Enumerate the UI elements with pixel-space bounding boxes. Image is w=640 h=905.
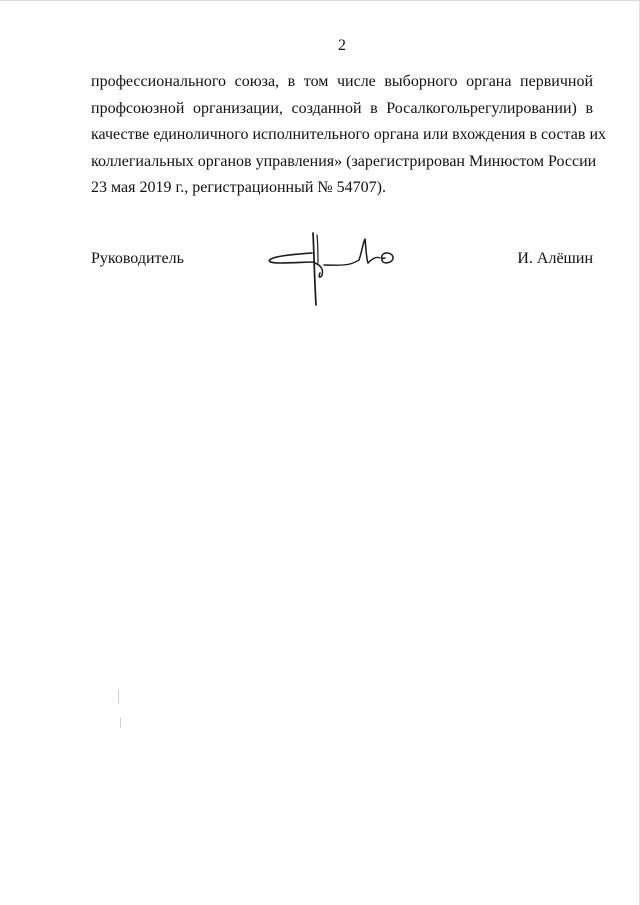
paragraph-line: коллегиальных органов управления» (зарегистрирован Минюстом России — [91, 152, 597, 170]
body-paragraph — [91, 69, 607, 202]
scan-artifact — [118, 690, 119, 704]
signer-title: Руководитель — [91, 250, 184, 267]
signer-name: И. Алёшин — [517, 250, 593, 267]
paragraph-line: качестве единоличного исполнительного органа или вхождения в состав их — [91, 126, 607, 144]
scan-artifact — [120, 718, 121, 728]
paragraph-line: профессионального союза, в том числе выборного органа первичной — [91, 73, 593, 90]
handwritten-signature — [262, 225, 412, 310]
paragraph-line: профсоюзной организации, созданной в Росалкогольрегулировании) в — [91, 99, 593, 117]
page-edge-top — [0, 0, 640, 1]
paragraph-line: 23 мая 2019 г., регистрационный № 54707). — [91, 179, 387, 197]
page-number: 2 — [338, 37, 346, 54]
